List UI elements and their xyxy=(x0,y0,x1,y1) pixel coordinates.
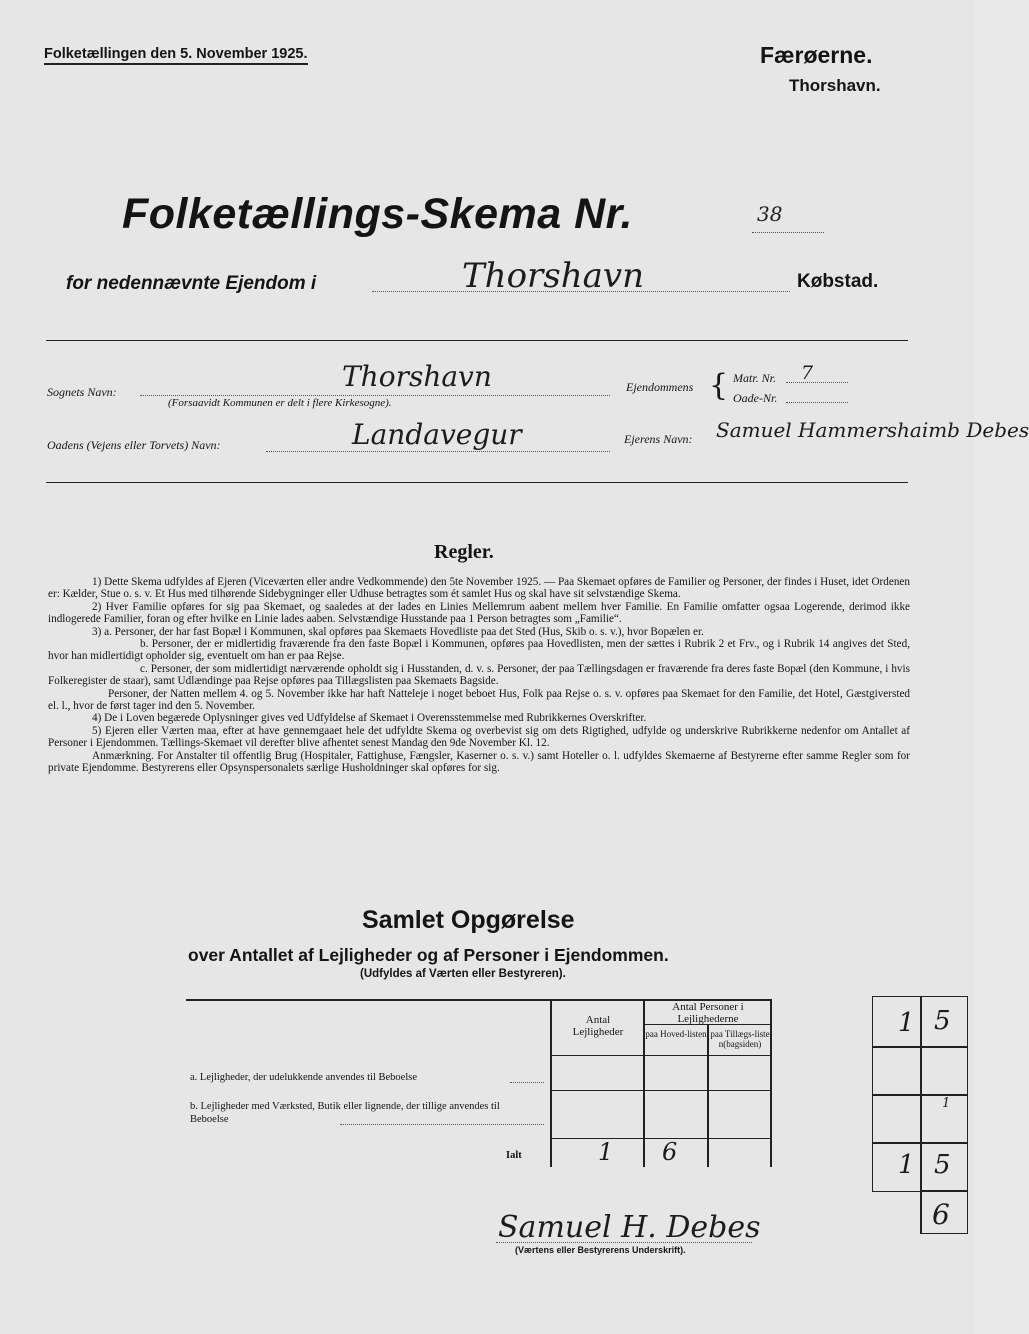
kobstad-label: Købstad. xyxy=(797,271,879,292)
side-total-left: 1 xyxy=(898,1150,915,1180)
form-title: Folketællings-Skema Nr. xyxy=(122,190,633,238)
summary-title: Samlet Opgørelse xyxy=(362,906,575,934)
side-total-right: 5 xyxy=(934,1150,951,1180)
side-mid-right: 1 xyxy=(942,1096,951,1111)
side-top-right: 5 xyxy=(934,1006,951,1036)
property-place: Thorshavn xyxy=(462,256,645,296)
col-apartments-header: Antal Lejligheder xyxy=(572,1014,624,1038)
side-bottom: 6 xyxy=(932,1198,950,1231)
row-b-dots xyxy=(340,1124,544,1125)
side-grid-h3 xyxy=(872,1142,968,1144)
col-supp-list-header: paa Tillægs-listen(bagsiden) xyxy=(710,1029,770,1049)
matr-line xyxy=(786,382,848,383)
parish-note: (Forsaavidt Kommunen er delt i flere Kirkesogne). xyxy=(168,397,392,409)
property-numbers-label: Ejendommens xyxy=(626,380,694,394)
row-b-label: b. Lejligheder med Værksted, Butik eller lignende, der tillige anvendes til Beboelse xyxy=(190,1101,500,1125)
street-label: Oadens (Vejens eller Torvets) Navn: xyxy=(47,438,221,452)
brace: { xyxy=(709,368,729,403)
street-line xyxy=(266,451,610,452)
rule-3a: 3) a. Personer, der har fast Bopæl i Kommunen, skal opføres paa Skemaets Hovedliste paa det Sted (Hus, Skib o. s. v.), hvor Bopælen er. xyxy=(92,625,704,638)
street-nr-label: Oade-Nr. xyxy=(733,391,778,405)
form-number-line xyxy=(752,232,824,233)
parish-value: Thorshavn xyxy=(342,360,492,393)
separator-1 xyxy=(46,340,908,341)
rule-3d: Personer, der Natten mellem 4. og 5. November ikke har haft Natteleje i noget beboet Hus, Folk paa Rejse o. s. v. opføres paa Skemaet for den Familie, det Hotel, Gæstgiversted el. l., hvor de først tager ind den 5. November. xyxy=(48,687,910,713)
col-persons-header: Antal Personer i Lejlighederne xyxy=(672,1001,744,1025)
table-col-line-1 xyxy=(550,999,552,1167)
side-grid-h1 xyxy=(872,1046,968,1048)
rules-heading: Regler. xyxy=(434,541,494,563)
rule-4: 4) De i Loven begærede Oplysninger gives ved Udfyldelse af Skemaet i Overensstemmelse med Rubrikkernes Overskrifter. xyxy=(92,712,647,725)
summary-subtitle: over Antallet af Lejligheder og af Personer i Ejendommen. xyxy=(188,945,669,965)
signature: Samuel H. Debes xyxy=(498,1210,761,1245)
separator-2 xyxy=(46,482,908,483)
region-title: Færøerne. xyxy=(760,42,873,68)
row-total-label: Ialt xyxy=(506,1150,522,1161)
matr-label: Matr. Nr. xyxy=(733,371,777,385)
signature-label: (Værtens eller Bestyrerens Underskrift). xyxy=(515,1245,686,1255)
table-header-bottom xyxy=(550,1055,771,1056)
census-date-header: Folketællingen den 5. November 1925. xyxy=(44,46,308,65)
rule-3b: b. Personer, der er midlertidig fraværende fra den faste Bopæl i Kommunen, opføres paa Hovedlisten, men der sættes i Rubrik 2 et Frv., og i Rubrik 14 angives det Sted, hvor han midlertidigt opholder sig, eventuelt om han er paa Rejse. xyxy=(48,638,910,663)
rule-note: Anmærkning. For Anstalter til offentlig Brug (Hospitaler, Fattighuse, Fængsler, Kaserner o. s. v.) samt Hoteller o. l. udfyldes Skemaerne af Bestyrerne efter samme Regler som for private Ejendomme. Bestyrerens eller Opsynspersonalets særlige Husholdninger skal opføres for sig. xyxy=(48,749,910,775)
city-title: Thorshavn. xyxy=(789,76,881,95)
matr-value: 7 xyxy=(801,362,814,384)
property-place-line xyxy=(372,291,790,292)
total-apartments: 1 xyxy=(598,1138,614,1166)
rule-2: 2) Hver Familie opføres for sig paa Skemaet, og saaledes at der lades en Linies Mellemrum aabent mellem hver Familie. En Familie omfatter ogsaa Logerende, derimod ikke indlogerede Familier, foran og efter hvilke en Linie lades aaben. Selvstændige Husstande paa 1 Person betragtes som „Familie“. xyxy=(48,600,910,626)
rules-text xyxy=(48,576,910,775)
side-top-left: 1 xyxy=(898,1008,915,1038)
rule-3c: c. Personer, der som midlertidigt nærværende opholdt sig i Husstanden, d. v. s. Personer, der paa Tællingsdagen er fraværende fra deres faste Bopæl (den Kommune, i hvis Folkeregister de staar), samt Udlændinge paa Rejse opføres paa Tillægslisten paa Skemaets Bagside. xyxy=(48,662,910,688)
row-a-label: a. Lejligheder, der udelukkende anvendes til Beboelse xyxy=(190,1072,417,1083)
rule-5: 5) Ejeren eller Værten maa, efter at have gennemgaaet hele det udfyldte Skema og overbevist sig om dets Rigtighed, udfylde og underskrive Rubrikkerne nedenfor om Antallet af Personer i Ejendommen. Tællings-Skemaet vil derefter blive afhentet senest Mandag den 9de November Kl. 12. xyxy=(48,724,910,750)
signature-line xyxy=(496,1242,752,1243)
table-row-line-1 xyxy=(550,1090,771,1091)
summary-note: (Udfyldes af Værten eller Bestyreren). xyxy=(360,968,566,980)
parish-line xyxy=(140,395,610,396)
owner-label: Ejerens Navn: xyxy=(624,432,693,446)
street-nr-line xyxy=(786,402,848,403)
form-number: 38 xyxy=(757,202,783,226)
property-label: for nedennævnte Ejendom i xyxy=(66,273,317,294)
rule-1: 1) Dette Skema udfyldes af Ejeren (Viceværten eller andre Vedkommende) den 5te November 1925. — Paa Skemaet opføres de Familier og Personer, der findes i Huset, idet Ordenen er: Kælder, Stue o. s. v. Et Hus med tilhørende Sidebygninger eller Udhuse betragtes som ét samlet Hus og skal have sit selvstændige Skema. xyxy=(48,576,910,601)
parish-label: Sognets Navn: xyxy=(47,385,117,399)
total-main-list: 6 xyxy=(662,1138,678,1166)
table-row-line-2 xyxy=(550,1138,771,1139)
side-grid-h2 xyxy=(872,1094,968,1096)
owner-value: Samuel Hammershaimb Debes xyxy=(716,418,1029,442)
row-a-dots xyxy=(510,1082,544,1083)
street-value: Landavegur xyxy=(352,418,522,451)
col-main-list-header: paa Hoved-listen xyxy=(645,1029,707,1039)
